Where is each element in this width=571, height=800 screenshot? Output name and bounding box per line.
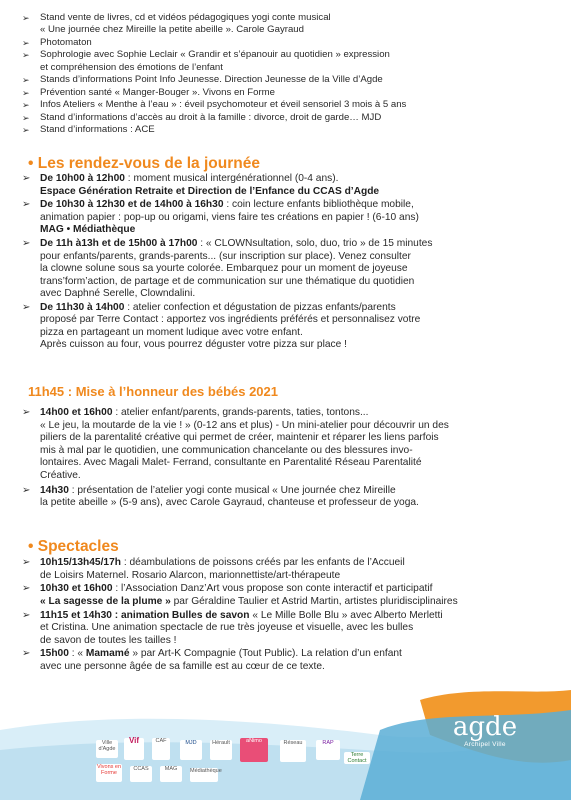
list-item-text: « Une journée chez Mireille la petite abeille ». Carole Gayraud bbox=[40, 24, 304, 36]
agde-brand-text: agde bbox=[452, 712, 518, 742]
event-desc: : déambulations de poissons créés par les enfants de l’Accueil bbox=[121, 557, 405, 568]
top-list-item bbox=[22, 87, 562, 98]
event-title: « La sagesse de la plume » bbox=[40, 595, 171, 607]
event-line: la clowne solune sous sa yourte colorée. Embarquez pour un moment de joyeuse bbox=[40, 263, 408, 275]
bullet-arrow-icon: ➢ bbox=[22, 484, 31, 496]
bullet-arrow-icon: ➢ bbox=[22, 125, 30, 136]
event-title: Mamamé bbox=[85, 648, 130, 660]
event-desc: : moment musical intergénérationnel (0-4 ans). bbox=[124, 173, 339, 184]
event-item bbox=[22, 485, 562, 510]
event-desc: et Cristina. Une animation spectacle de rue très joyeuse et visuelle, avec les bulles bbox=[40, 622, 414, 634]
event-time: 10h15/13h45/17h bbox=[40, 557, 121, 568]
list-item-text: Sophrologie avec Sophie Leclair « Grandir et s’épanouir au quotidien » expression bbox=[40, 49, 390, 61]
event-time: 14h00 et 16h00 bbox=[40, 407, 113, 418]
event-item bbox=[22, 557, 562, 582]
bullet-arrow-icon: ➢ bbox=[22, 648, 31, 660]
event-title: : animation Bulles de savon bbox=[111, 609, 250, 621]
event-line bbox=[40, 302, 562, 315]
event-desc: : « bbox=[68, 648, 86, 660]
event-time: 15h00 bbox=[40, 648, 69, 660]
event-line: avec Daphné Serelle, Clowndalini. bbox=[40, 288, 196, 300]
event-line: trans’form’action, de partage et de communication sur une thématique du quotidien bbox=[40, 275, 415, 287]
list-item-text: Stand d’informations : ACE bbox=[40, 124, 155, 136]
event-desc: : présentation de l’atelier yogi conte musical « Une journée chez Mireille bbox=[68, 484, 396, 496]
event-time: De 10h30 à 12h30 et de 14h00 à 16h30 bbox=[40, 199, 224, 211]
event-line: lontaires. Avec Magali Malet- Ferrand, consultante en Parentalité Réseau Parentalité bbox=[40, 457, 422, 469]
event-desc: par Géraldine Taulier et Astrid Martin, artistes pluridisciplinaires bbox=[170, 595, 458, 607]
bullet-arrow-icon: ➢ bbox=[22, 609, 31, 621]
section-title-bebes: 11h45 : Mise à l’honneur des bébés 2021 bbox=[28, 384, 278, 399]
event-item bbox=[22, 407, 562, 483]
event-line bbox=[40, 596, 562, 609]
event-time: De 11h30 à 14h00 bbox=[40, 301, 125, 313]
event-line bbox=[40, 420, 562, 433]
event-item bbox=[22, 199, 562, 237]
event-line bbox=[40, 224, 562, 237]
event-line bbox=[40, 212, 562, 225]
partner-logo-rap: RAP bbox=[316, 740, 340, 760]
bullet-arrow-icon: ➢ bbox=[22, 199, 31, 211]
partner-logo-herault: Hérault bbox=[210, 740, 232, 760]
event-line bbox=[40, 622, 562, 635]
bullet-arrow-icon: ➢ bbox=[22, 37, 30, 48]
event-line bbox=[40, 497, 562, 510]
event-line bbox=[40, 173, 562, 186]
event-desc: » par Art-K Compagnie (Tout Public). La relation d’un enfant bbox=[129, 648, 402, 660]
event-venue: MAG • Médiathèque bbox=[40, 224, 136, 236]
partner-logo-animo: aNimo bbox=[240, 738, 268, 762]
bullet-arrow-icon: ➢ bbox=[22, 173, 31, 184]
bullet-arrow-icon: ➢ bbox=[22, 112, 30, 123]
event-desc: proposé par Terre Contact : apportez vos ingrédients préférés et personnalisez votre bbox=[40, 314, 421, 326]
event-item bbox=[22, 302, 562, 352]
partner-logo-mjd: MJD bbox=[180, 740, 202, 760]
partner-logo-vif: Vif bbox=[124, 738, 144, 760]
event-desc: : atelier confection et dégustation de pizzas enfants/parents bbox=[124, 301, 396, 313]
event-desc: de Loisirs Maternel. Rosario Alarcon, marionnettiste/art-thérapeute bbox=[40, 569, 341, 581]
bullet-arrow-icon: ➢ bbox=[22, 238, 31, 249]
event-line bbox=[40, 186, 562, 199]
bullet-arrow-icon: ➢ bbox=[22, 13, 30, 23]
partner-logo-mediatheque: Médiathèque bbox=[190, 768, 218, 782]
event-item bbox=[22, 610, 562, 648]
bullet-arrow-icon: ➢ bbox=[22, 583, 31, 595]
list-item-text: Infos Ateliers « Menthe à l’eau » : éveil psychomoteur et éveil sensoriel 3 mois à 5 ans bbox=[40, 99, 407, 111]
event-desc: « Le Mille Bolle Blu » avec Alberto Merletti bbox=[249, 609, 443, 621]
event-time: 10h30 et 16h00 bbox=[40, 583, 113, 595]
event-desc: : « CLOWNsultation, solo, duo, trio » de 15 minutes bbox=[197, 238, 433, 249]
event-desc: la petite abeille » (5-9 ans), avec Carole Gayraud, chanteuse et professeur de yoga. bbox=[40, 497, 419, 509]
bullet-arrow-icon: ➢ bbox=[22, 407, 31, 418]
partner-logo-reseau: Réseau bbox=[280, 740, 306, 762]
event-line bbox=[40, 648, 562, 661]
top-list-item bbox=[22, 37, 562, 48]
partner-logo-terre-contact: Terre Contact bbox=[344, 752, 370, 764]
agde-tagline: Archipel Ville bbox=[464, 741, 506, 748]
top-list-item bbox=[22, 74, 562, 85]
bullet-arrow-icon: ➢ bbox=[22, 100, 30, 111]
event-item bbox=[22, 173, 562, 198]
bullet-arrow-icon: ➢ bbox=[22, 50, 30, 61]
event-desc: « Le jeu, la moutarde de la vie ! » (0-12 ans et plus) - Un mini-atelier pour découvrir un des bbox=[40, 419, 449, 431]
event-item bbox=[22, 648, 562, 673]
event-line bbox=[40, 314, 562, 327]
list-item-text: Stand vente de livres, cd et vidéos pédagogiques yogi conte musical bbox=[40, 12, 331, 23]
bullet-arrow-icon: ➢ bbox=[22, 87, 30, 98]
partner-logo-mag: MAG bbox=[160, 766, 182, 782]
top-list-item bbox=[22, 99, 562, 110]
event-line bbox=[40, 238, 562, 251]
top-list-item bbox=[22, 124, 562, 135]
bullet-arrow-icon: ➢ bbox=[22, 557, 31, 568]
event-line: mis à mal par le quotidien, une communication chancelante ou des blessures invo- bbox=[40, 444, 413, 456]
section-title-rendez-vous: • Les rendez-vous de la journée bbox=[28, 155, 260, 172]
list-item-text: Stands d’informations Point Info Jeunesse. Direction Jeunesse de la Ville d’Agde bbox=[40, 74, 383, 86]
event-line bbox=[40, 407, 562, 420]
top-list-item bbox=[22, 49, 562, 60]
list-item-text: et compréhension des émotions de l’enfant bbox=[40, 61, 223, 73]
list-item-text: Prévention santé « Manger-Bouger ». Vivons en Forme bbox=[40, 86, 275, 98]
event-line bbox=[40, 583, 562, 596]
event-line: pizza en partageant un moment ludique avec votre enfant. bbox=[40, 326, 303, 338]
event-item bbox=[22, 583, 562, 608]
bullet-arrow-icon: ➢ bbox=[22, 301, 31, 313]
event-line: piliers de la parentalité créative qui permet de créer, maintenir et réparer les liens parfois bbox=[40, 432, 439, 444]
event-title: Espace Génération Retraite et Direction de l’Enfance du CCAS d’Agde bbox=[40, 185, 380, 197]
partner-logo-vivons-en-forme: Vivons en Forme bbox=[96, 764, 122, 782]
event-line bbox=[40, 570, 562, 583]
event-desc: pour enfants/parents, grands-parents... (sur inscription sur place). Venez consulter bbox=[40, 250, 411, 262]
event-line: Créative. bbox=[40, 469, 81, 481]
event-time: De 11h à13h et de 15h00 à 17h00 bbox=[40, 238, 198, 249]
top-list-item bbox=[22, 12, 562, 23]
top-list-item bbox=[22, 24, 562, 35]
top-list-item bbox=[22, 62, 562, 73]
bullet-arrow-icon: ➢ bbox=[22, 75, 30, 86]
event-item bbox=[22, 238, 562, 301]
event-desc: : l’Association Danz’Art vous propose son conte interactif et participatif bbox=[112, 583, 433, 595]
event-line: de savon de toutes les tailles ! bbox=[40, 634, 177, 646]
event-desc: : atelier enfant/parents, grands-parents, taties, tontons... bbox=[112, 407, 369, 418]
event-line bbox=[40, 610, 562, 623]
event-line bbox=[40, 251, 562, 264]
partner-logo-1: Ville d'Agde bbox=[96, 740, 118, 758]
section-title-spectacles: • Spectacles bbox=[28, 538, 119, 555]
event-time: 11h15 et 14h30 bbox=[40, 609, 112, 621]
event-desc: avec une personne âgée de sa famille est au cœur de ce texte. bbox=[40, 660, 325, 672]
partner-logo-caf: CAF bbox=[152, 738, 170, 760]
event-desc: animation papier : pop-up ou origami, viens faire tes créations en papier ! (6-10 ans) bbox=[40, 211, 419, 223]
partner-logo-ccas: CCAS bbox=[130, 766, 152, 782]
event-time: De 10h00 à 12h00 bbox=[40, 173, 125, 184]
list-item-text: Stand d’informations d’accès au droit à la famille : divorce, droit de garde… MJD bbox=[40, 111, 382, 123]
event-time: 14h30 bbox=[40, 484, 69, 496]
event-line bbox=[40, 485, 562, 498]
event-line: Après cuisson au four, vous pourrez déguster votre pizza sur place ! bbox=[40, 339, 347, 351]
list-item-text: Photomaton bbox=[40, 36, 92, 48]
partner-logos-row bbox=[0, 738, 571, 800]
event-line bbox=[40, 557, 562, 570]
event-desc: : coin lecture enfants bibliothèque mobile, bbox=[223, 199, 414, 211]
top-list-item bbox=[22, 112, 562, 123]
event-line bbox=[40, 199, 562, 212]
event-line bbox=[40, 661, 562, 674]
